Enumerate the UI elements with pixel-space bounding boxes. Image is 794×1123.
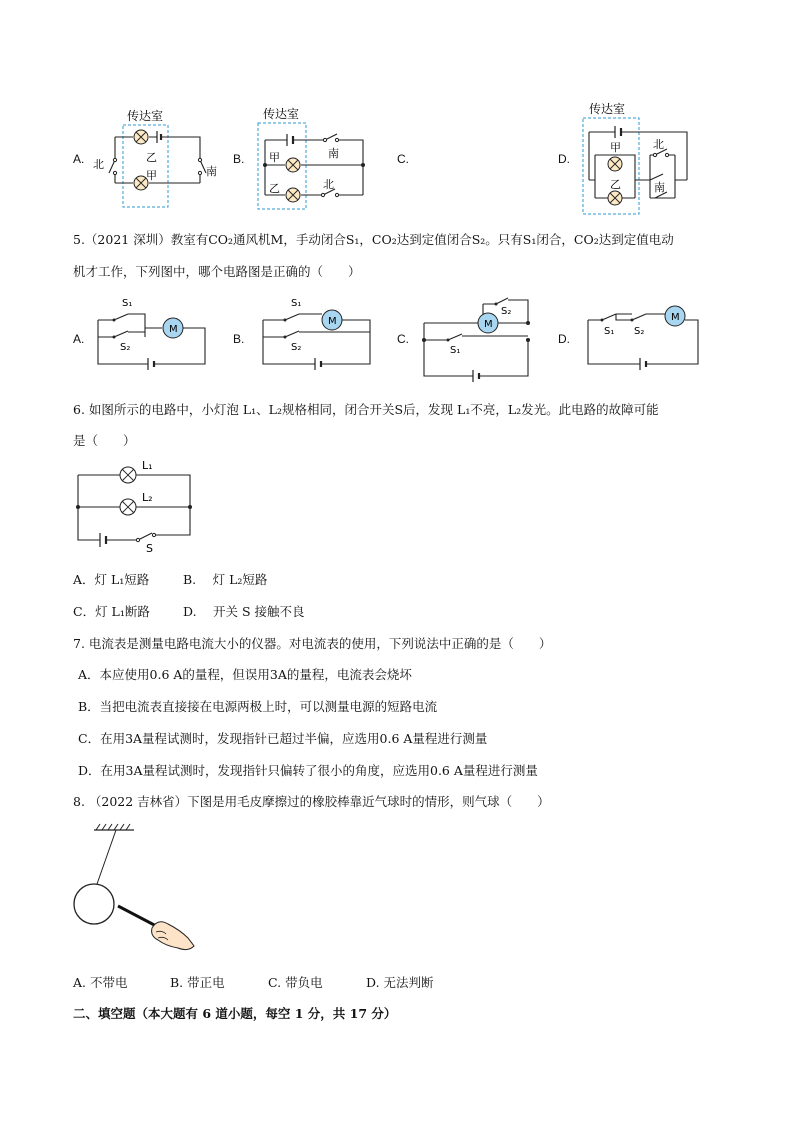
q6-s-label: S [146,542,153,555]
q5a-switch-s1 [114,314,128,320]
q8-balloon [74,884,114,924]
q8-option-d[interactable]: D. 无法判断 [366,975,434,990]
q8-string [97,830,116,884]
q5d-switch-s2 [632,314,646,320]
q5-option-b-label[interactable]: B. [233,332,245,346]
q7-option-a[interactable]: A．本应使用0.6 A的量程，但误用3A的量程，电流表会烧坏 [78,667,412,682]
q6-lamp-l1 [120,467,136,483]
q4-option-d-label[interactable]: D. [558,152,570,166]
q5-circuit-b [255,292,380,377]
q5-circuit-a [90,292,215,377]
q5a-s1-label: S₁ [122,298,133,309]
q6-stem-line2: 是（ ） [73,433,136,448]
q4d-jia-label: 甲 [610,141,621,154]
q6-option-c[interactable]: C．灯 L₁断路 [73,604,150,619]
q4-circuit-a [85,105,225,210]
q8-ceiling-hatch [96,824,130,830]
q5c-s2-label: S₂ [501,306,512,317]
q8-option-b[interactable]: B. 带正电 [170,975,225,990]
q6-stem-line1: 6. 如图所示的电路中，小灯泡 L₁、L₂规格相同，闭合开关S后，发现 L₁不亮，L₂发光。此电路的故障可能 [73,402,659,417]
q4d-north-label: 北 [653,138,664,151]
q5-circuit-c [418,288,538,383]
q5c-switch-s2 [496,298,508,304]
q5d-switch-s1 [602,314,616,320]
q4b-north-label: 北 [323,178,334,191]
q4b-lamp-jia [286,158,300,172]
q8-balloon-figure [70,822,200,957]
q6-option-b[interactable]: B. 灯 L₂短路 [183,572,268,587]
q8-stem: 8. （2022 吉林省）下图是用毛皮摩擦过的橡胶棒靠近气球时的情形，则气球（ ） [73,794,550,809]
q5b-s2-label: S₂ [291,342,302,353]
q4d-south-label: 南 [654,181,665,194]
q5-option-c-label[interactable]: C. [397,332,409,346]
q5c-s1-label: S₁ [450,345,461,356]
q4-circuit-d [575,100,695,215]
q4d-room-label: 传达室 [589,102,626,116]
q5d-motor-label: M [671,312,680,323]
q5b-switch-s2 [285,331,299,337]
q4a-south-label: 南 [206,165,217,178]
q5a-motor-label: M [169,324,178,335]
q7-option-b[interactable]: B．当把电流表直接接在电源两极上时，可以测量电源的短路电流 [78,699,438,714]
q5-stem-line2: 机才工作，下列图中，哪个电路图是正确的（ ） [73,264,361,279]
q4-option-b-label[interactable]: B. [233,152,245,166]
q4d-yi-label: 乙 [610,178,621,191]
q6-option-d[interactable]: D. 开关 S 接触不良 [183,604,305,619]
q4b-lamp-yi [286,188,300,202]
q4d-lamp-yi [608,191,622,205]
q4-option-c-label[interactable]: C. [397,152,409,166]
q5a-s2-label: S₂ [120,342,131,353]
q4d-lamp-jia [608,157,622,171]
q8-hand [152,922,194,950]
q5-option-a-label[interactable]: A. [73,332,85,346]
q7-option-d[interactable]: D．在用3A量程试测时，发现指针只偏转了很小的角度，应选用0.6 A量程进行测量 [78,763,538,778]
q4a-lamp-yi [134,130,148,144]
q5-circuit-d [580,292,705,377]
q4b-south-label: 南 [328,147,339,160]
q4b-yi-label: 乙 [269,182,280,195]
q5d-s1-label: S₁ [604,326,615,337]
q5b-switch-s1 [285,314,299,320]
q5b-s1-label: S₁ [291,298,302,309]
q4a-jia-label: 甲 [146,169,157,182]
q4-circuit-b [245,105,370,210]
q5d-s2-label: S₂ [634,326,645,337]
q4a-yi-label: 乙 [146,151,157,164]
q5c-switch-s1 [448,334,462,340]
q6-lamp-l2 [120,499,136,515]
q6-circuit [70,455,200,555]
q4a-switch-north [109,160,115,173]
q5-option-d-label[interactable]: D. [558,332,570,346]
q4-option-a-label[interactable]: A. [73,152,85,166]
q5a-switch-s2 [114,331,128,337]
q7-stem: 7. 电流表是测量电路电流大小的仪器。对电流表的使用，下列说法中正确的是（ ） [73,636,552,651]
q6-l2-label: L₂ [142,491,153,504]
q6-l1-label: L₁ [142,459,153,472]
q4a-room-label: 传达室 [127,109,164,123]
q4b-jia-label: 甲 [269,151,280,164]
q4a-north-label: 北 [93,158,104,171]
q6-switch-s [138,533,152,540]
q5c-motor-label: M [484,319,493,330]
section-2-title: 二、填空题（本大题有 6 道小题，每空 1 分，共 17 分） [73,1006,397,1021]
q8-option-c[interactable]: C. 带负电 [268,975,323,990]
q5b-motor-label: M [328,316,337,327]
q8-option-a[interactable]: A. 不带电 [73,975,128,990]
q6-option-a[interactable]: A．灯 L₁短路 [73,572,150,587]
q4b-room-label: 传达室 [263,107,300,121]
q5-stem-line1: 5.（2021 深圳）教室有CO₂通风机M，手动闭合S₁，CO₂达到定值闭合S₂。只有S₁闭合，CO₂达到定值电动 [73,232,674,247]
q8-rubber-rod [118,906,160,928]
q7-option-c[interactable]: C．在用3A量程试测时，发现指针已超过半偏，应选用0.6 A量程进行测量 [78,731,488,746]
